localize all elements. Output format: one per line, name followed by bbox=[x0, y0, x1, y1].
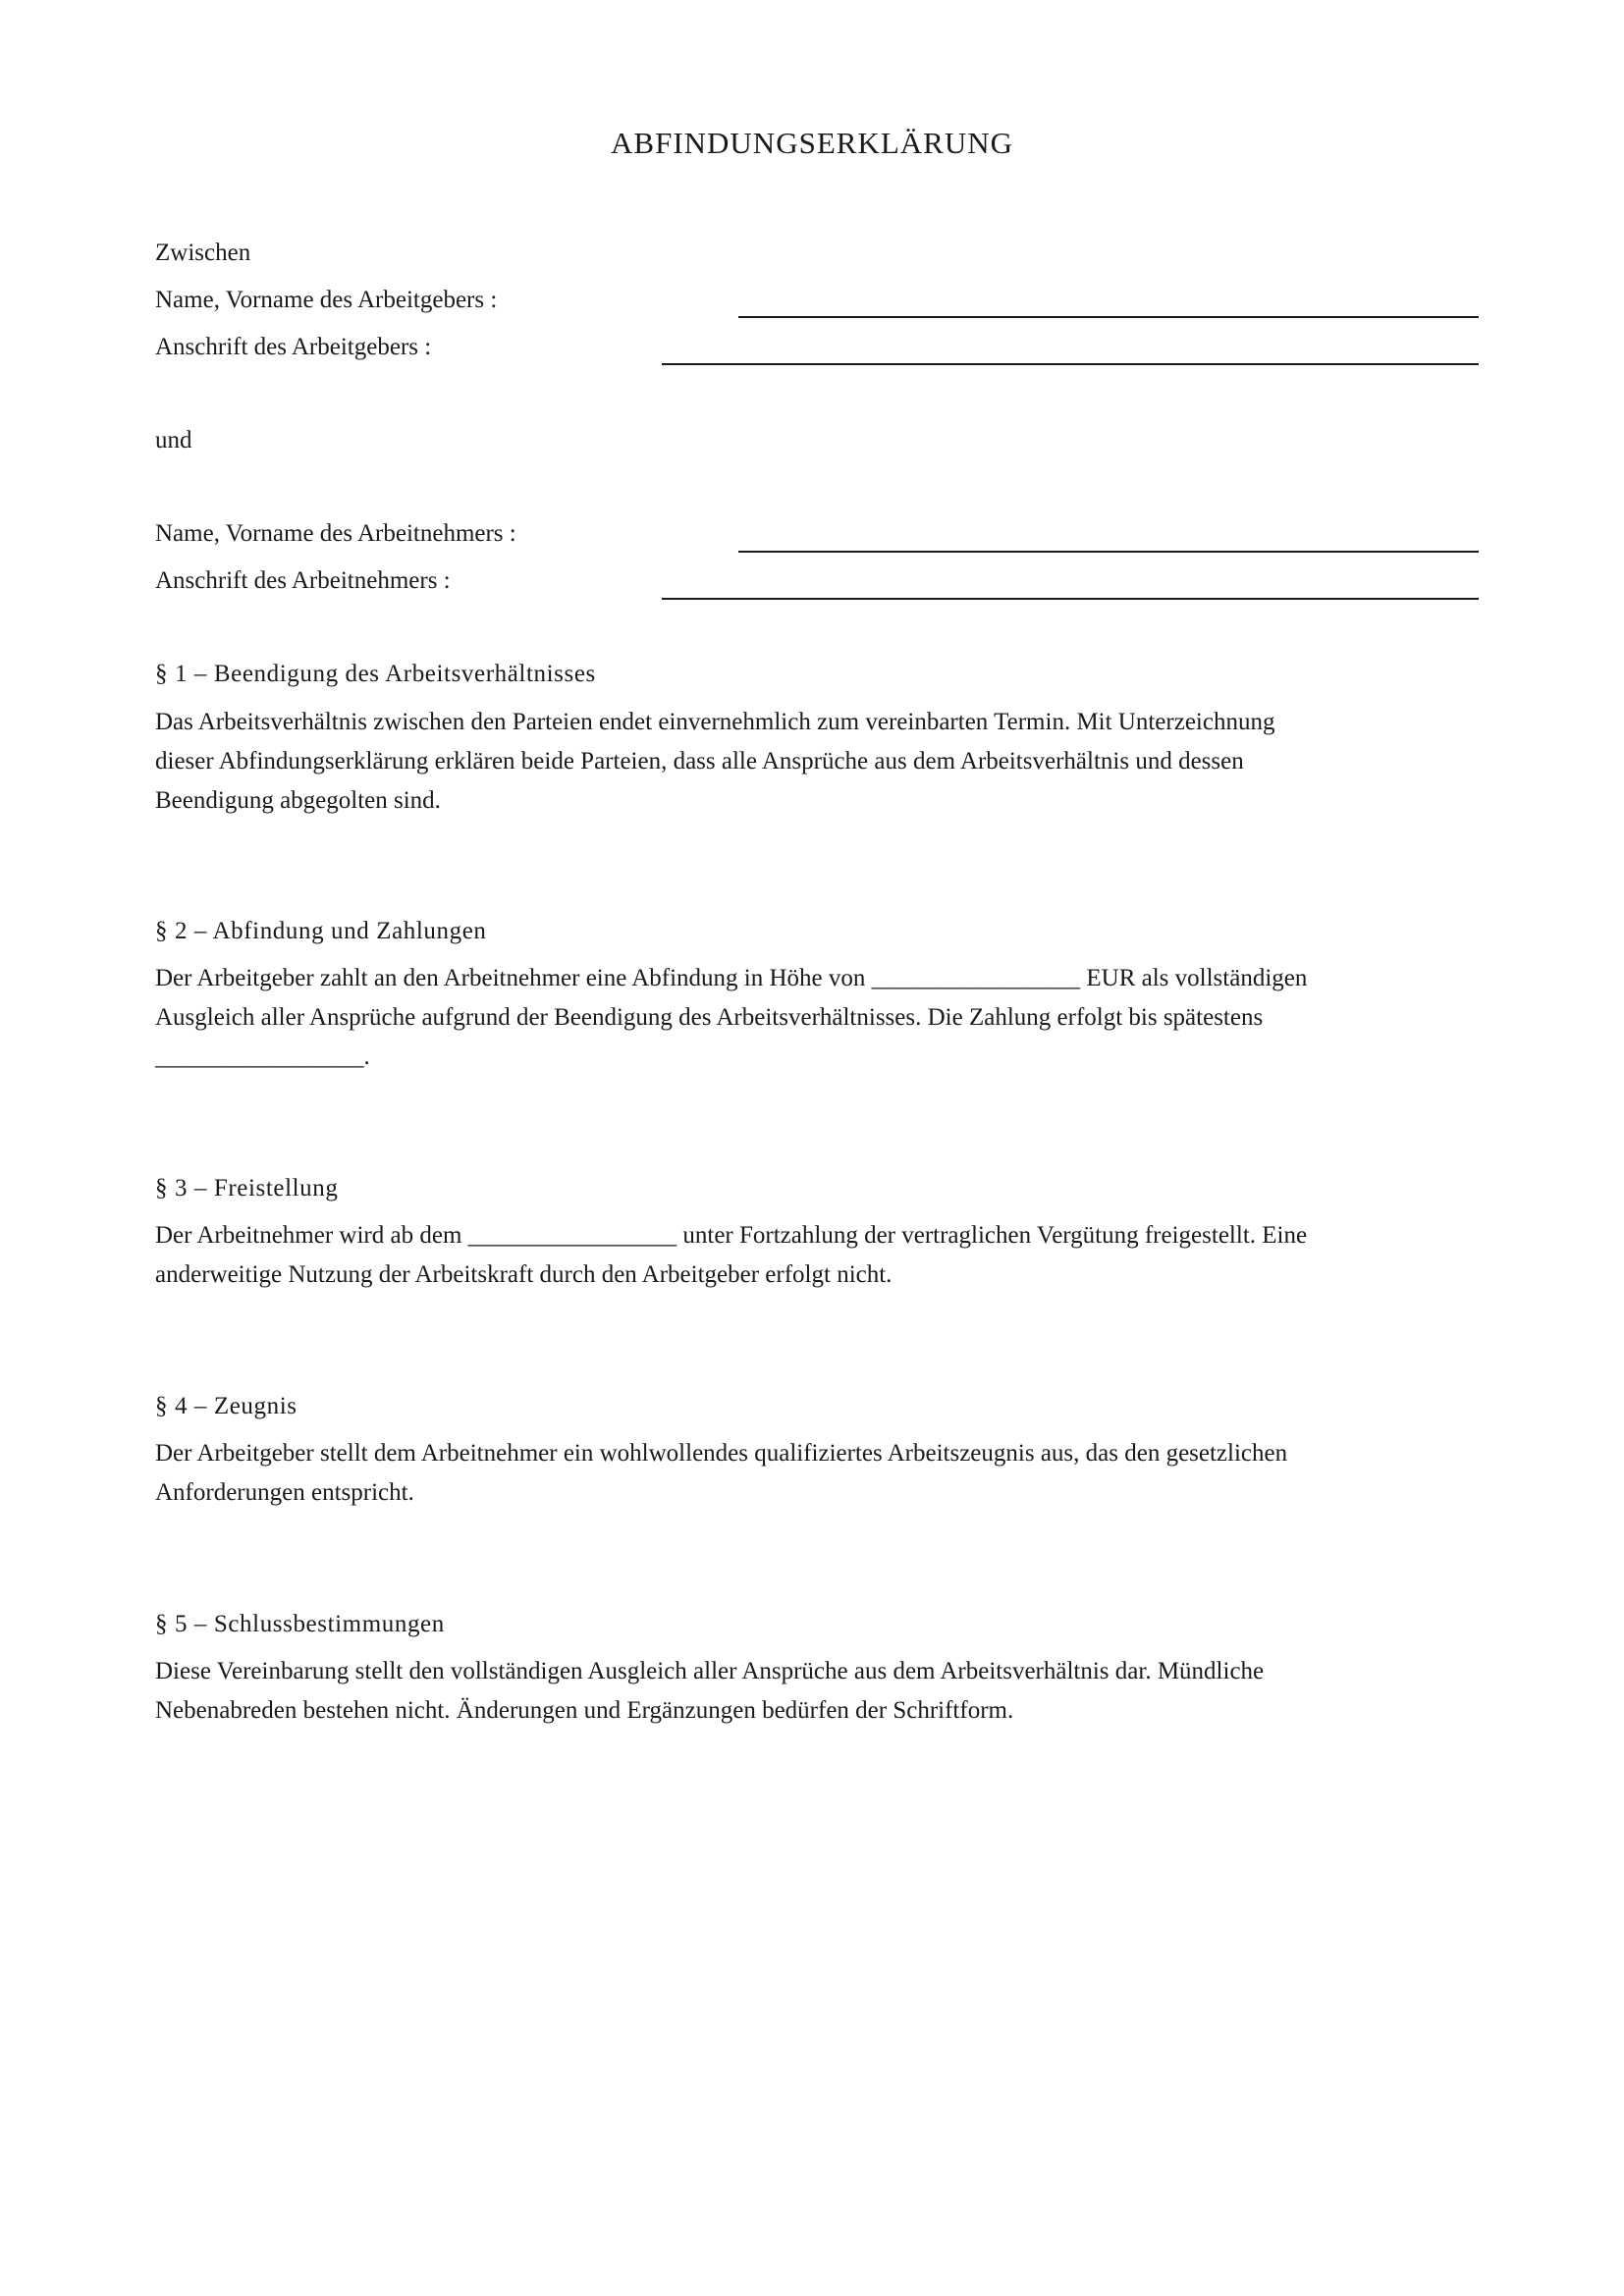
section-1-line: dieser Abfindungserklärung erklären beide Parteien, dass alle Ansprüche aus dem Arbeitsverhältnis und dessen bbox=[155, 748, 1244, 774]
section-4-text bbox=[155, 1434, 1490, 1513]
section-4-line: Der Arbeitgeber stellt dem Arbeitnehmer ein wohlwollendes qualifiziertes Arbeitszeugnis aus, das den gesetzlichen bbox=[155, 1440, 1288, 1467]
section-2-line: _________________. bbox=[155, 1043, 370, 1070]
employer-name-field[interactable] bbox=[738, 316, 1479, 318]
and-label: und bbox=[155, 427, 192, 454]
employee-address-label: Anschrift des Arbeitnehmers : bbox=[155, 567, 451, 594]
section-3-line: anderweitige Nutzung der Arbeitskraft durch den Arbeitgeber erfolgt nicht. bbox=[155, 1261, 893, 1288]
section-3-line: Der Arbeitnehmer wird ab dem _________________ unter Fortzahlung der vertraglichen Vergütung freigestellt. Eine bbox=[155, 1222, 1308, 1249]
section-4-line: Anforderungen entspricht. bbox=[155, 1479, 414, 1506]
section-2-line: Ausgleich aller Ansprüche aufgrund der Beendigung des Arbeitsverhältnisses. Die Zahlung erfolgt bis spätestens bbox=[155, 1004, 1264, 1031]
document-title: ABFINDUNGSERKLÄRUNG bbox=[611, 126, 1013, 160]
section-1-text bbox=[155, 703, 1490, 821]
employee-address-field[interactable] bbox=[662, 598, 1479, 600]
section-2-heading: § 2 – Abfindung und Zahlungen bbox=[155, 918, 487, 944]
employer-name-label: Name, Vorname des Arbeitgebers : bbox=[155, 287, 498, 313]
section-4-heading: § 4 – Zeugnis bbox=[155, 1393, 298, 1419]
section-1-heading: § 1 – Beendigung des Arbeitsverhältnisses bbox=[155, 661, 596, 687]
section-1-line: Beendigung abgegolten sind. bbox=[155, 787, 441, 814]
section-2-line: Der Arbeitgeber zahlt an den Arbeitnehmer eine Abfindung in Höhe von _________________ EUR als vollständigen bbox=[155, 965, 1308, 991]
section-5-heading: § 5 – Schlussbestimmungen bbox=[155, 1611, 445, 1637]
employer-address-field[interactable] bbox=[662, 363, 1479, 365]
section-2-text bbox=[155, 959, 1490, 1077]
employee-name-field[interactable] bbox=[738, 551, 1479, 553]
section-5-line: Diese Vereinbarung stellt den vollständigen Ausgleich aller Ansprüche aus dem Arbeitsverhältnis dar. Mündliche bbox=[155, 1658, 1265, 1684]
employer-address-label: Anschrift des Arbeitgebers : bbox=[155, 334, 432, 360]
section-3-text bbox=[155, 1216, 1490, 1295]
section-3-heading: § 3 – Freistellung bbox=[155, 1175, 339, 1201]
section-5-line: Nebenabreden bestehen nicht. Änderungen und Ergänzungen bedürfen der Schriftform. bbox=[155, 1697, 1014, 1724]
employee-name-label: Name, Vorname des Arbeitnehmers : bbox=[155, 520, 516, 547]
between-label: Zwischen bbox=[155, 240, 251, 266]
section-1-line: Das Arbeitsverhältnis zwischen den Parteien endet einvernehmlich zum vereinbarten Termin. Mit Unterzeichnung bbox=[155, 709, 1275, 735]
section-5-text bbox=[155, 1652, 1490, 1731]
